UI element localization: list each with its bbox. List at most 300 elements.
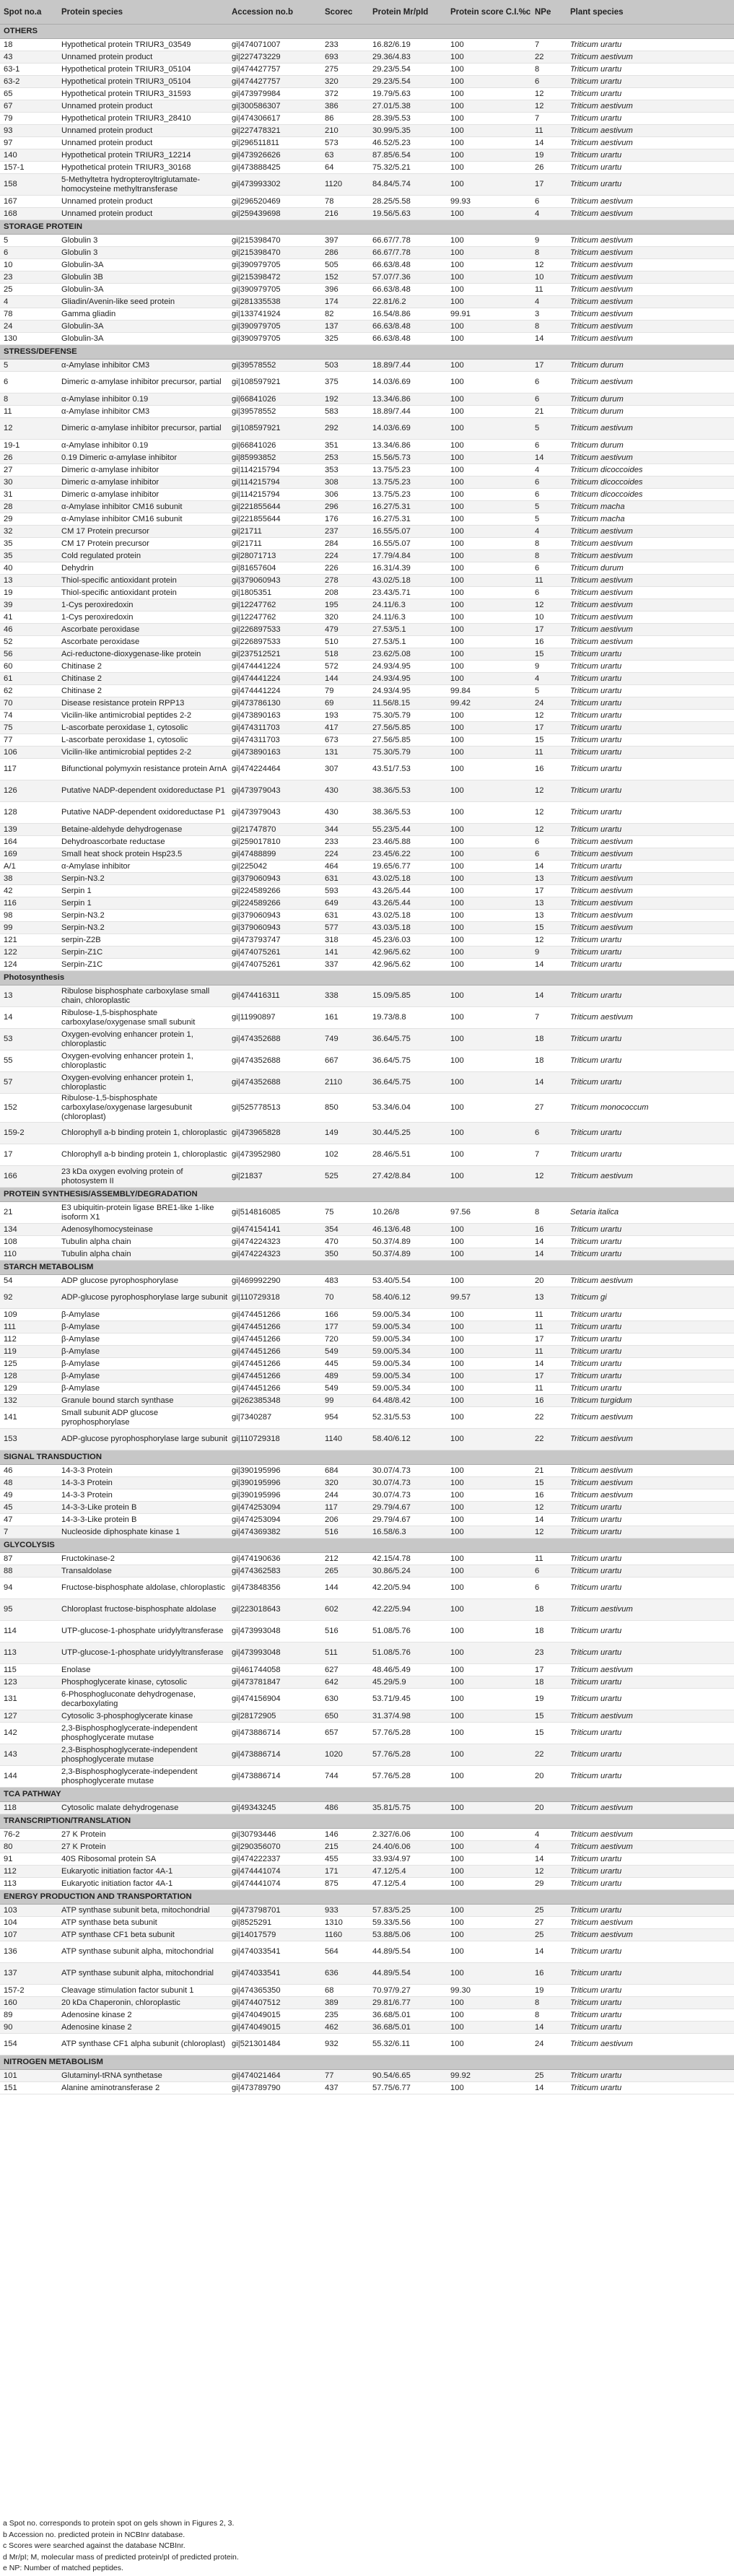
cell-np: 14 <box>531 1853 567 1866</box>
table-row <box>0 1866 734 1878</box>
cell-protein-score-ci: 99.42 <box>447 697 531 710</box>
cell-protein-mr-pi: 36.64/5.75 <box>369 1072 447 1094</box>
cell-score: 137 <box>321 321 369 333</box>
cell-score: 235 <box>321 2009 369 2022</box>
cell-protein-species: Chitinase 2 <box>58 685 228 697</box>
cell-score: 68 <box>321 1985 369 1997</box>
cell-score: 516 <box>321 1526 369 1539</box>
table-row <box>0 1997 734 2009</box>
cell-accession-no: gi|473888425 <box>228 162 321 174</box>
cell-protein-species: Thiol-specific antioxidant protein <box>58 575 228 587</box>
cell-score: 131 <box>321 747 369 759</box>
cell-protein-score-ci: 100 <box>447 1358 531 1370</box>
cell-protein-species: Globulin-3A <box>58 284 228 296</box>
cell-spot-no: 157-1 <box>0 162 58 174</box>
cell-accession-no: gi|474190636 <box>228 1553 321 1565</box>
cell-score: 176 <box>321 513 369 526</box>
cell-plant-species: Triticum urartu <box>567 1123 734 1144</box>
cell-protein-mr-pi: 59.00/5.34 <box>369 1333 447 1346</box>
cell-np: 11 <box>531 1553 567 1565</box>
table-row <box>0 934 734 947</box>
table-row <box>0 1664 734 1676</box>
cell-accession-no: gi|474407512 <box>228 1997 321 2009</box>
cell-protein-species: Chlorophyll a-b binding protein 1, chloroplastic <box>58 1144 228 1166</box>
cell-accession-no: gi|473993048 <box>228 1621 321 1642</box>
cell-spot-no: 103 <box>0 1905 58 1917</box>
cell-protein-score-ci: 100 <box>447 1565 531 1578</box>
cell-protein-score-ci: 100 <box>447 2022 531 2034</box>
cell-plant-species: Triticum aestivum <box>567 1275 734 1287</box>
cell-protein-mr-pi: 28.39/5.53 <box>369 113 447 125</box>
cell-spot-no: A/1 <box>0 861 58 873</box>
cell-protein-score-ci: 97.56 <box>447 1202 531 1224</box>
table-row <box>0 1144 734 1166</box>
cell-score: 417 <box>321 722 369 734</box>
cell-protein-mr-pi: 30.44/5.25 <box>369 1123 447 1144</box>
cell-plant-species: Triticum urartu <box>567 759 734 780</box>
cell-spot-no: 35 <box>0 538 58 550</box>
cell-np: 15 <box>531 734 567 747</box>
cell-score: 102 <box>321 1144 369 1166</box>
cell-accession-no: gi|259439698 <box>228 208 321 220</box>
cell-protein-species: 14-3-3 Protein <box>58 1465 228 1477</box>
table-row <box>0 113 734 125</box>
cell-protein-species: Chlorophyll a-b binding protein 1, chloroplastic <box>58 1123 228 1144</box>
cell-plant-species: Triticum urartu <box>567 1224 734 1236</box>
cell-accession-no: gi|379060943 <box>228 575 321 587</box>
cell-accession-no: gi|114215794 <box>228 464 321 477</box>
cell-plant-species: Triticum aestivum <box>567 910 734 922</box>
cell-accession-no: gi|221855644 <box>228 513 321 526</box>
cell-np: 12 <box>531 259 567 271</box>
cell-spot-no: 42 <box>0 885 58 897</box>
cell-protein-mr-pi: 47.12/5.4 <box>369 1878 447 1890</box>
cell-protein-score-ci: 100 <box>447 1514 531 1526</box>
table-row <box>0 1407 734 1429</box>
footnote: a Spot no. corresponds to protein spot on gels shown in Figures 2, 3. <box>3 2519 235 2528</box>
cell-protein-mr-pi: 29.79/4.67 <box>369 1514 447 1526</box>
cell-accession-no: gi|110729318 <box>228 1429 321 1450</box>
cell-plant-species: Triticum urartu <box>567 648 734 661</box>
cell-np: 27 <box>531 1917 567 1929</box>
cell-protein-mr-pi: 23.46/5.88 <box>369 836 447 848</box>
cell-score: 572 <box>321 661 369 673</box>
cell-protein-mr-pi: 35.81/5.75 <box>369 1802 447 1814</box>
cell-spot-no: 38 <box>0 873 58 885</box>
cell-spot-no: 10 <box>0 259 58 271</box>
cell-protein-score-ci: 99.91 <box>447 308 531 321</box>
cell-protein-species: Ascorbate peroxidase <box>58 636 228 648</box>
table-row <box>0 501 734 513</box>
cell-protein-species: α-Amylase inhibitor 0.19 <box>58 440 228 452</box>
cell-accession-no: gi|21837 <box>228 1166 321 1188</box>
cell-protein-score-ci: 100 <box>447 526 531 538</box>
header-np: NPe <box>531 0 567 25</box>
cell-np: 14 <box>531 1248 567 1261</box>
cell-spot-no: 128 <box>0 802 58 824</box>
cell-score: 744 <box>321 1766 369 1788</box>
table-row <box>0 910 734 922</box>
cell-protein-score-ci: 100 <box>447 1905 531 1917</box>
cell-protein-score-ci: 100 <box>447 1766 531 1788</box>
table-row <box>0 759 734 780</box>
cell-protein-mr-pi: 16.54/8.86 <box>369 308 447 321</box>
cell-plant-species: Triticum urartu <box>567 1766 734 1788</box>
cell-protein-mr-pi: 55.32/6.11 <box>369 2034 447 2055</box>
footnote: c Scores were searched against the database NCBInr. <box>3 2541 185 2550</box>
table-row <box>0 137 734 149</box>
cell-spot-no: 49 <box>0 1489 58 1502</box>
cell-protein-score-ci: 100 <box>447 2082 531 2094</box>
cell-protein-score-ci: 100 <box>447 624 531 636</box>
cell-spot-no: 119 <box>0 1346 58 1358</box>
cell-accession-no: gi|390979705 <box>228 321 321 333</box>
cell-protein-score-ci: 100 <box>447 1477 531 1489</box>
cell-score: 511 <box>321 1642 369 1664</box>
cell-np: 15 <box>531 1710 567 1723</box>
cell-protein-mr-pi: 29.81/6.77 <box>369 1997 447 2009</box>
cell-plant-species: Triticum urartu <box>567 2070 734 2082</box>
header-protein-species: Protein species <box>58 0 228 25</box>
cell-accession-no: gi|521301484 <box>228 2034 321 2055</box>
cell-protein-species: Putative NADP-dependent oxidoreductase P1 <box>58 780 228 802</box>
cell-spot-no: 88 <box>0 1565 58 1578</box>
cell-protein-mr-pi: 46.13/6.48 <box>369 1224 447 1236</box>
cell-protein-species: Oxygen-evolving enhancer protein 1, chloroplastic <box>58 1029 228 1050</box>
cell-accession-no: gi|215398470 <box>228 235 321 247</box>
cell-score: 79 <box>321 685 369 697</box>
cell-spot-no: 109 <box>0 1309 58 1321</box>
cell-spot-no: 14 <box>0 1007 58 1029</box>
cell-protein-score-ci: 100 <box>447 247 531 259</box>
cell-protein-score-ci: 100 <box>447 575 531 587</box>
table-row <box>0 1370 734 1383</box>
cell-np: 17 <box>531 174 567 196</box>
table-row <box>0 1744 734 1766</box>
cell-accession-no: gi|8525291 <box>228 1917 321 1929</box>
cell-protein-species: Chitinase 2 <box>58 661 228 673</box>
cell-protein-mr-pi: 45.29/5.9 <box>369 1676 447 1689</box>
cell-plant-species: Triticum aestivum <box>567 1429 734 1450</box>
cell-protein-mr-pi: 43.51/7.53 <box>369 759 447 780</box>
cell-protein-score-ci: 100 <box>447 1072 531 1094</box>
cell-protein-species: Hypothetical protein TRIUR3_28410 <box>58 113 228 125</box>
cell-score: 437 <box>321 2082 369 2094</box>
cell-protein-species: Chloroplast fructose-bisphosphate aldolase <box>58 1599 228 1621</box>
cell-accession-no: gi|226897533 <box>228 636 321 648</box>
cell-protein-species: Hypothetical protein TRIUR3_05104 <box>58 76 228 88</box>
cell-protein-species: 2,3-Bisphosphoglycerate-independent phosphoglycerate mutase <box>58 1723 228 1744</box>
cell-np: 11 <box>531 1309 567 1321</box>
cell-score: 141 <box>321 947 369 959</box>
table-row <box>0 235 734 247</box>
cell-score: 320 <box>321 1477 369 1489</box>
cell-protein-species: L-ascorbate peroxidase 1, cytosolic <box>58 722 228 734</box>
table-row <box>0 1829 734 1841</box>
cell-plant-species: Triticum urartu <box>567 1866 734 1878</box>
cell-score: 253 <box>321 452 369 464</box>
cell-score: 657 <box>321 1723 369 1744</box>
cell-protein-species: Betaine-aldehyde dehydrogenase <box>58 824 228 836</box>
cell-protein-score-ci: 100 <box>447 271 531 284</box>
cell-protein-mr-pi: 87.85/6.54 <box>369 149 447 162</box>
cell-score: 933 <box>321 1905 369 1917</box>
cell-plant-species: Triticum aestivum <box>567 575 734 587</box>
cell-np: 14 <box>531 2082 567 2094</box>
table-row <box>0 76 734 88</box>
cell-protein-score-ci: 100 <box>447 489 531 501</box>
cell-np: 4 <box>531 208 567 220</box>
cell-protein-species: Oxygen-evolving enhancer protein 1, chloroplastic <box>58 1072 228 1094</box>
cell-protein-mr-pi: 30.86/5.24 <box>369 1565 447 1578</box>
cell-protein-mr-pi: 16.55/5.07 <box>369 526 447 538</box>
cell-protein-species: Thiol-specific antioxidant protein <box>58 587 228 599</box>
cell-np: 4 <box>531 526 567 538</box>
cell-np: 14 <box>531 1941 567 1963</box>
cell-np: 29 <box>531 1878 567 1890</box>
table-row <box>0 259 734 271</box>
cell-score: 516 <box>321 1621 369 1642</box>
cell-score: 292 <box>321 418 369 440</box>
cell-protein-score-ci: 100 <box>447 1248 531 1261</box>
cell-spot-no: 118 <box>0 1802 58 1814</box>
cell-accession-no: gi|379060943 <box>228 910 321 922</box>
cell-protein-species: Adenosine kinase 2 <box>58 2022 228 2034</box>
section-title: ENERGY PRODUCTION AND TRANSPORTATION <box>0 1890 734 1905</box>
cell-np: 4 <box>531 464 567 477</box>
cell-plant-species: Triticum urartu <box>567 1744 734 1766</box>
table-row <box>0 885 734 897</box>
cell-score: 503 <box>321 360 369 372</box>
cell-protein-species: Hypothetical protein TRIUR3_12214 <box>58 149 228 162</box>
cell-score: 549 <box>321 1346 369 1358</box>
cell-spot-no: 123 <box>0 1676 58 1689</box>
cell-protein-score-ci: 100 <box>447 922 531 934</box>
cell-plant-species: Triticum urartu <box>567 1514 734 1526</box>
cell-protein-score-ci: 100 <box>447 1275 531 1287</box>
cell-accession-no: gi|473789790 <box>228 2082 321 2094</box>
cell-accession-no: gi|290356070 <box>228 1841 321 1853</box>
cell-accession-no: gi|474451266 <box>228 1309 321 1321</box>
cell-protein-score-ci: 100 <box>447 1383 531 1395</box>
cell-score: 627 <box>321 1664 369 1676</box>
cell-score: 344 <box>321 824 369 836</box>
cell-spot-no: 104 <box>0 1917 58 1929</box>
cell-spot-no: 94 <box>0 1578 58 1599</box>
cell-np: 18 <box>531 1050 567 1072</box>
cell-np: 13 <box>531 897 567 910</box>
cell-protein-score-ci: 100 <box>447 406 531 418</box>
cell-spot-no: 106 <box>0 747 58 759</box>
table-row <box>0 1565 734 1578</box>
cell-plant-species: Triticum aestivum <box>567 836 734 848</box>
cell-spot-no: 39 <box>0 599 58 612</box>
table-row <box>0 1841 734 1853</box>
cell-spot-no: 45 <box>0 1502 58 1514</box>
cell-plant-species: Triticum urartu <box>567 39 734 51</box>
cell-score: 233 <box>321 39 369 51</box>
cell-np: 19 <box>531 149 567 162</box>
cell-protein-score-ci: 100 <box>447 321 531 333</box>
table-row <box>0 308 734 321</box>
cell-plant-species: Triticum urartu <box>567 1905 734 1917</box>
cell-plant-species: Triticum gi <box>567 1287 734 1309</box>
cell-np: 8 <box>531 1202 567 1224</box>
section-header <box>0 1814 734 1829</box>
cell-spot-no: 97 <box>0 137 58 149</box>
cell-accession-no: gi|227473229 <box>228 51 321 64</box>
cell-spot-no: 134 <box>0 1224 58 1236</box>
table-row <box>0 1321 734 1333</box>
cell-protein-mr-pi: 24.11/6.3 <box>369 599 447 612</box>
cell-score: 192 <box>321 393 369 406</box>
cell-protein-mr-pi: 70.97/9.27 <box>369 1985 447 1997</box>
cell-protein-score-ci: 100 <box>447 174 531 196</box>
cell-protein-mr-pi: 53.34/6.04 <box>369 1094 447 1123</box>
cell-np: 25 <box>531 1929 567 1941</box>
cell-np: 19 <box>531 1985 567 1997</box>
footnote: b Accession no. predicted protein in NCBInr database. <box>3 2530 185 2539</box>
table-row <box>0 1358 734 1370</box>
cell-np: 14 <box>531 137 567 149</box>
cell-accession-no: gi|474306617 <box>228 113 321 125</box>
cell-np: 6 <box>531 76 567 88</box>
cell-plant-species: Triticum urartu <box>567 1997 734 2009</box>
cell-plant-species: Triticum urartu <box>567 824 734 836</box>
cell-accession-no: gi|474369382 <box>228 1526 321 1539</box>
cell-protein-score-ci: 100 <box>447 1370 531 1383</box>
cell-protein-score-ci: 100 <box>447 1963 531 1985</box>
cell-np: 14 <box>531 985 567 1007</box>
cell-accession-no: gi|514816085 <box>228 1202 321 1224</box>
cell-protein-score-ci: 100 <box>447 501 531 513</box>
cell-accession-no: gi|49343245 <box>228 1802 321 1814</box>
cell-score: 166 <box>321 1309 369 1321</box>
cell-protein-mr-pi: 38.36/5.53 <box>369 802 447 824</box>
cell-protein-score-ci: 100 <box>447 538 531 550</box>
cell-accession-no: gi|474156904 <box>228 1689 321 1710</box>
cell-np: 13 <box>531 1287 567 1309</box>
cell-plant-species: Triticum urartu <box>567 1321 734 1333</box>
cell-score: 479 <box>321 624 369 636</box>
cell-score: 749 <box>321 1029 369 1050</box>
table-row <box>0 710 734 722</box>
cell-protein-score-ci: 100 <box>447 985 531 1007</box>
section-title: TRANSCRIPTION/TRANSLATION <box>0 1814 734 1829</box>
cell-score: 149 <box>321 1123 369 1144</box>
cell-protein-score-ci: 100 <box>447 1853 531 1866</box>
cell-protein-species: Nucleoside diphosphate kinase 1 <box>58 1526 228 1539</box>
cell-protein-species: Fructokinase-2 <box>58 1553 228 1565</box>
cell-spot-no: 99 <box>0 922 58 934</box>
cell-score: 630 <box>321 1689 369 1710</box>
cell-plant-species: Triticum aestivum <box>567 1929 734 1941</box>
cell-spot-no: 124 <box>0 959 58 971</box>
cell-score: 649 <box>321 897 369 910</box>
table-row <box>0 271 734 284</box>
cell-protein-score-ci: 100 <box>447 1489 531 1502</box>
cell-plant-species: Triticum aestivum <box>567 587 734 599</box>
cell-spot-no: 141 <box>0 1407 58 1429</box>
cell-protein-mr-pi: 59.00/5.34 <box>369 1346 447 1358</box>
cell-plant-species: Triticum urartu <box>567 1941 734 1963</box>
cell-score: 99 <box>321 1395 369 1407</box>
cell-accession-no: gi|12247762 <box>228 612 321 624</box>
cell-plant-species: Triticum urartu <box>567 1346 734 1358</box>
cell-accession-no: gi|474451266 <box>228 1358 321 1370</box>
cell-protein-species: Dehydrin <box>58 562 228 575</box>
table-row <box>0 722 734 734</box>
cell-np: 10 <box>531 271 567 284</box>
table-row <box>0 321 734 333</box>
cell-np: 16 <box>531 1489 567 1502</box>
cell-protein-score-ci: 100 <box>447 1123 531 1144</box>
cell-score: 78 <box>321 196 369 208</box>
cell-protein-score-ci: 100 <box>447 710 531 722</box>
cell-score: 445 <box>321 1358 369 1370</box>
cell-protein-mr-pi: 22.81/6.2 <box>369 296 447 308</box>
table-row <box>0 1502 734 1514</box>
cell-protein-score-ci: 100 <box>447 477 531 489</box>
cell-protein-score-ci: 100 <box>447 1166 531 1188</box>
cell-plant-species: Triticum aestivum <box>567 1599 734 1621</box>
cell-protein-species: α-Amylase inhibitor CM16 subunit <box>58 501 228 513</box>
cell-protein-score-ci: 100 <box>447 722 531 734</box>
cell-plant-species: Triticum urartu <box>567 1642 734 1664</box>
cell-protein-species: Small heat shock protein Hsp23.5 <box>58 848 228 861</box>
table-row <box>0 1395 734 1407</box>
cell-np: 15 <box>531 1477 567 1489</box>
table-row <box>0 526 734 538</box>
cell-plant-species: Triticum durum <box>567 440 734 452</box>
cell-accession-no: gi|474033541 <box>228 1963 321 1985</box>
section-header <box>0 1188 734 1202</box>
cell-plant-species: Triticum urartu <box>567 1072 734 1094</box>
cell-score: 325 <box>321 333 369 345</box>
section-header <box>0 1450 734 1465</box>
cell-spot-no: 24 <box>0 321 58 333</box>
cell-protein-score-ci: 99.57 <box>447 1287 531 1309</box>
cell-accession-no: gi|473965828 <box>228 1123 321 1144</box>
cell-protein-mr-pi: 30.07/4.73 <box>369 1465 447 1477</box>
cell-np: 25 <box>531 1905 567 1917</box>
cell-accession-no: gi|66841026 <box>228 393 321 406</box>
cell-np: 14 <box>531 2022 567 2034</box>
table-row <box>0 1642 734 1664</box>
cell-spot-no: 125 <box>0 1358 58 1370</box>
cell-protein-mr-pi: 19.56/5.63 <box>369 208 447 220</box>
cell-protein-mr-pi: 66.63/8.48 <box>369 259 447 271</box>
cell-accession-no: gi|30793446 <box>228 1829 321 1841</box>
cell-np: 14 <box>531 1514 567 1526</box>
cell-protein-mr-pi: 57.76/5.28 <box>369 1723 447 1744</box>
cell-accession-no: gi|474451266 <box>228 1321 321 1333</box>
cell-np: 14 <box>531 333 567 345</box>
cell-np: 22 <box>531 51 567 64</box>
cell-accession-no: gi|473993302 <box>228 174 321 196</box>
cell-score: 174 <box>321 296 369 308</box>
cell-np: 24 <box>531 697 567 710</box>
section-header <box>0 220 734 235</box>
cell-plant-species: Triticum urartu <box>567 1565 734 1578</box>
cell-protein-species: ATP synthase subunit alpha, mitochondrial <box>58 1941 228 1963</box>
cell-np: 11 <box>531 575 567 587</box>
cell-accession-no: gi|39578552 <box>228 360 321 372</box>
cell-score: 483 <box>321 1275 369 1287</box>
cell-protein-mr-pi: 43.26/5.44 <box>369 885 447 897</box>
cell-score: 397 <box>321 235 369 247</box>
cell-protein-mr-pi: 52.31/5.53 <box>369 1407 447 1429</box>
